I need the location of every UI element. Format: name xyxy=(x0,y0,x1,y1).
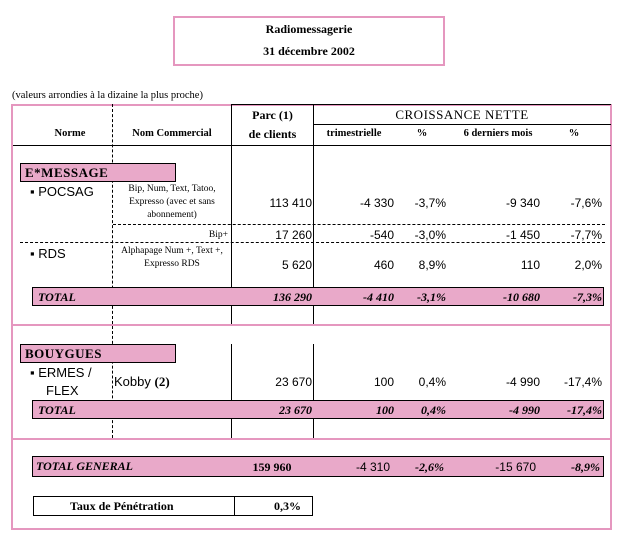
total-parc-emessage: 136 290 xyxy=(273,290,312,304)
row-six-bipplus: -1 450 xyxy=(505,228,540,242)
total-sixpct-bouygues: -17,4% xyxy=(567,403,602,417)
header-bottom-line xyxy=(13,145,611,146)
row-separator-2 xyxy=(20,242,605,243)
header-pct-six: % xyxy=(568,128,580,139)
row-trimpct-bipplus: -3,0% xyxy=(414,228,446,242)
row-separator-1 xyxy=(113,224,605,225)
row-trimpct-kobby: 0,4% xyxy=(418,375,446,389)
row-norme-ermes: ▪ ERMES / xyxy=(30,365,92,380)
row-nom-kobby-note: (2) xyxy=(154,374,170,389)
title-line2: 31 décembre 2002 xyxy=(263,44,355,58)
parc-col-divider-b1 xyxy=(231,306,232,324)
row-norme-flex: FLEX xyxy=(46,383,79,398)
row-trim-kobby: 100 xyxy=(373,375,394,389)
penetration-box xyxy=(33,496,313,516)
total-six-bouygues: -4 990 xyxy=(509,403,540,417)
total-general-trimpct: -2,6% xyxy=(415,460,444,474)
total-general-six: -15 670 xyxy=(495,460,536,474)
header-parc-line2: de clients xyxy=(248,127,297,141)
row-trim-rds: 460 xyxy=(373,258,394,272)
total-general-trim: -4 310 xyxy=(355,460,390,474)
row-nom-kobby xyxy=(114,374,170,390)
row-trimpct-rds: 8,9% xyxy=(418,258,446,272)
header-six-mois: 6 derniers mois xyxy=(463,128,533,139)
row-nom-kobby-text: Kobby xyxy=(114,374,151,389)
penetration-label: Taux de Pénétration xyxy=(70,499,174,513)
row-parc-rds: 5 620 xyxy=(281,258,312,272)
row-six-pocsag: -9 340 xyxy=(505,196,540,210)
row-parc-pocsag: 113 410 xyxy=(269,196,312,210)
norme-col-divider-2 xyxy=(112,326,113,438)
header-top-line xyxy=(231,104,611,105)
total-trim-bouygues: 100 xyxy=(376,403,394,417)
row-sixpct-rds: 2,0% xyxy=(574,258,602,272)
header-parc-line1: Parc (1) xyxy=(252,108,293,122)
section-divider-2 xyxy=(11,438,612,440)
row-norme-rds: ▪ RDS xyxy=(30,246,66,261)
total-label-emessage: TOTAL xyxy=(38,290,76,304)
row-sixpct-bipplus: -7,7% xyxy=(570,228,602,242)
total-general-parc: 159 960 xyxy=(252,460,292,474)
parc-col-divider-b2 xyxy=(231,418,232,438)
croissance-underline xyxy=(313,124,611,125)
section-label-bouygues: BOUYGUES xyxy=(25,346,102,361)
row-trimpct-pocsag: -3,7% xyxy=(414,196,446,210)
total-trim-emessage: -4 410 xyxy=(363,290,394,304)
section-header-emessage xyxy=(20,163,176,182)
row-six-kobby: -4 990 xyxy=(505,375,540,389)
penetration-divider xyxy=(234,497,235,515)
header-croissance: CROISSANCE NETTE xyxy=(395,107,529,122)
croissance-col-divider-b2 xyxy=(313,418,314,438)
total-parc-bouygues: 23 670 xyxy=(279,403,312,417)
total-label-bouygues: TOTAL xyxy=(38,403,76,417)
title-box xyxy=(173,16,445,66)
row-sixpct-pocsag: -7,6% xyxy=(570,196,602,210)
row-parc-bipplus: 17 260 xyxy=(275,228,312,242)
row-trim-pocsag: -4 330 xyxy=(359,196,394,210)
title-line1: Radiomessagerie xyxy=(265,22,353,36)
row-parc-kobby: 23 670 xyxy=(275,375,312,389)
rounding-note: (valeurs arrondies à la dizaine la plus proche) xyxy=(12,90,203,101)
total-six-emessage: -10 680 xyxy=(503,290,540,304)
section-divider-1 xyxy=(11,324,612,326)
total-sixpct-emessage: -7,3% xyxy=(573,290,602,304)
header-nom-commercial: Nom Commercial xyxy=(132,128,212,139)
total-trimpct-emessage: -3,1% xyxy=(417,290,446,304)
total-trimpct-bouygues: 0,4% xyxy=(421,403,446,417)
header-pct-trim: % xyxy=(416,128,428,139)
row-trim-bipplus: -540 xyxy=(369,228,394,242)
row-sixpct-kobby: -17,4% xyxy=(563,375,602,389)
header-trimestrielle: trimestrielle xyxy=(326,128,382,139)
total-general-label: TOTAL GENERAL xyxy=(36,459,134,473)
row-norme-pocsag: ▪ POCSAG xyxy=(30,184,94,199)
header-norme: Norme xyxy=(54,128,86,139)
section-label-emessage: E*MESSAGE xyxy=(25,165,109,180)
row-nom-rds: Alphapage Num +, Text +, Expresso RDS xyxy=(121,246,223,269)
row-six-rds: 110 xyxy=(520,258,540,272)
row-nom-bipplus: Bip+ xyxy=(208,230,228,240)
penetration-value: 0,3% xyxy=(274,499,301,513)
section-header-bouygues xyxy=(20,344,176,363)
row-nom-pocsag: Bip, Num, Text, Tatoo, Expresso (avec et sans abonnement) xyxy=(128,184,216,220)
total-general-sixpct: -8,9% xyxy=(571,460,600,474)
